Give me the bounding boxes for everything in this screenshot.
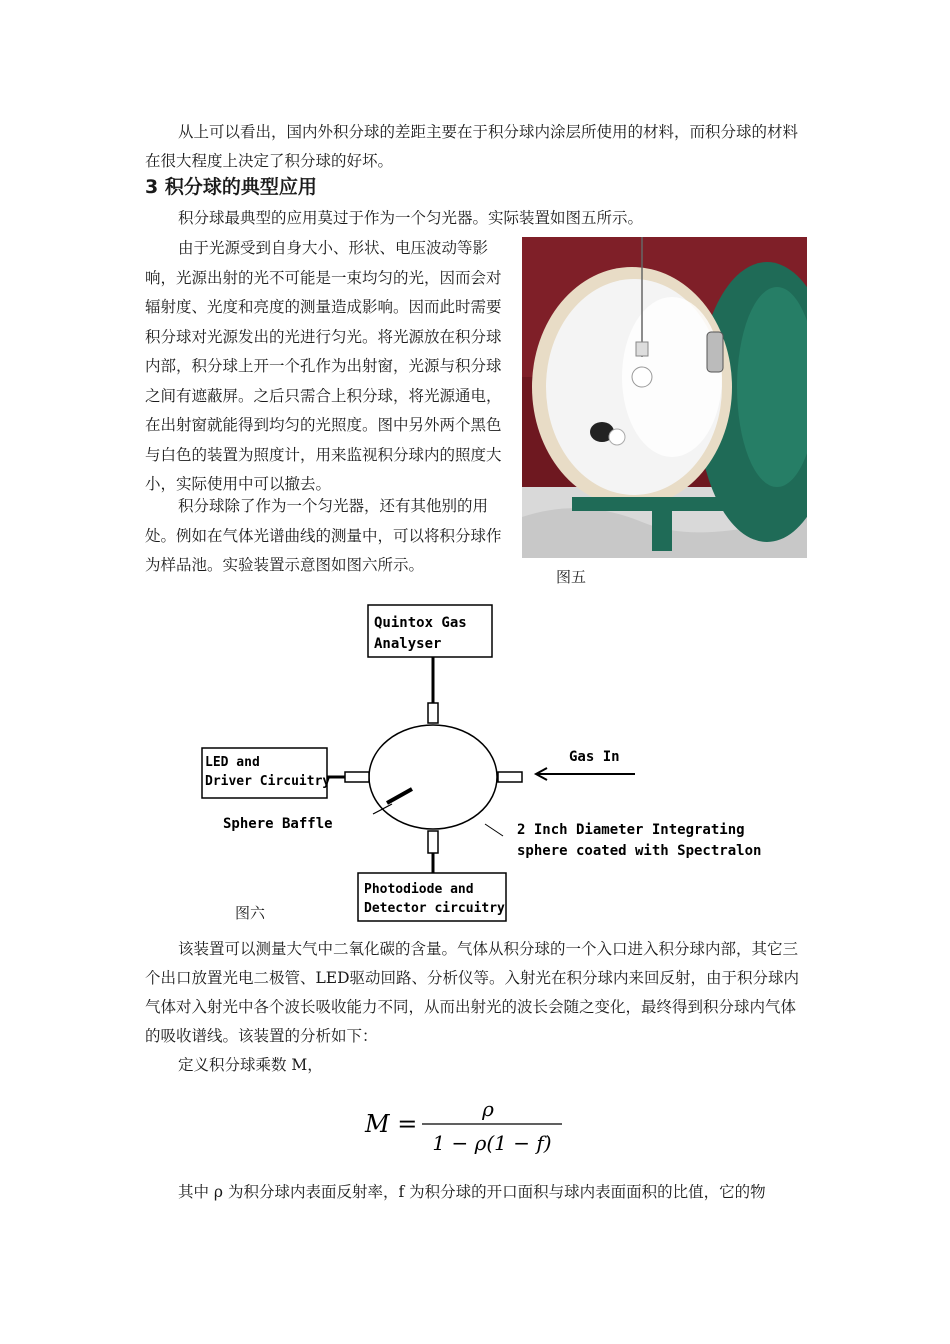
definition-paragraph: 定义积分球乘数 M， [178, 1056, 323, 1074]
formula-lhs: M = [365, 1110, 418, 1138]
section-heading: 3 积分球的典型应用 [145, 176, 317, 198]
formula-denominator: 1 − ρ(1 − f) [432, 1131, 552, 1155]
multiplier-formula [360, 1090, 570, 1165]
analyser-label-2: Analyser [374, 636, 442, 652]
intro-paragraph: 从上可以看出，国内外积分球的差距主要在于积分球内涂层所使用的材料，而积分球的材料在很大程度上决定了积分球的好坏。 [145, 123, 799, 170]
explanation-paragraph: 其中 ρ 为积分球内表面反射率，f 为积分球的开口面积与球内表面面积的比值，它的物 [178, 1183, 766, 1201]
formula-numerator: ρ [482, 1097, 494, 1121]
figure-5-caption: 图五 [556, 568, 587, 586]
sphere-label-1: 2 Inch Diameter Integrating [517, 822, 745, 838]
section-paragraph-2: 由于光源受到自身大小、形状、电压波动等影响，光源出射的光不可能是一束均匀的光，因而会对辐射度、光度和亮度的测量造成影响。因而此时需要积分球对光源发出的光进行匀光。将光源放在积分球内部，积分球上开一个孔作为出射窗，光源与积分球之间有遮蔽屏。之后只需合上积分球，将光源通电，在出射窗就能得到均匀的光照度。图中另外两个黑色与白色的装置为照度计，用来监视积分球内的照度大小，实际使用中可以撤去。 [145, 239, 502, 493]
photodiode-label-1: Photodiode and [364, 882, 474, 897]
analyser-label-1: Quintox Gas [374, 615, 467, 631]
sphere-label-2: sphere coated with Spectralon [517, 843, 762, 859]
gas-in-label: Gas In [569, 749, 620, 765]
gas-measurement-diagram [195, 600, 805, 925]
integrating-sphere [369, 725, 497, 829]
led-label-2: Driver Circuitry [205, 774, 331, 789]
led-label-1: LED and [205, 755, 260, 770]
section-paragraph-3: 积分球除了作为一个匀光器，还有其他别的用处。例如在气体光谱曲线的测量中，可以将积分球作为样品池。实验装置示意图如图六所示。 [145, 497, 502, 574]
photodiode-label-2: Detector circuitry [364, 901, 505, 916]
sphere-baffle-label: Sphere Baffle [223, 816, 333, 832]
analysis-paragraph: 该装置可以测量大气中二氧化碳的含量。气体从积分球的一个入口进入积分球内部，其它三个出口放置光电二极管、LED驱动回路、分析仪等。入射光在积分球内来回反射，由于积分球内气体对入射光中各个波长吸收能力不同，从而出射光的波长会随之变化，最终得到积分球内气体的吸收谱线。该装置的分析如下： [145, 940, 800, 1045]
figure-6-caption: 图六 [235, 904, 266, 922]
section-paragraph-1: 积分球最典型的应用莫过于作为一个匀光器。实际装置如图五所示。 [178, 209, 644, 227]
integrating-sphere-photo [522, 237, 807, 558]
